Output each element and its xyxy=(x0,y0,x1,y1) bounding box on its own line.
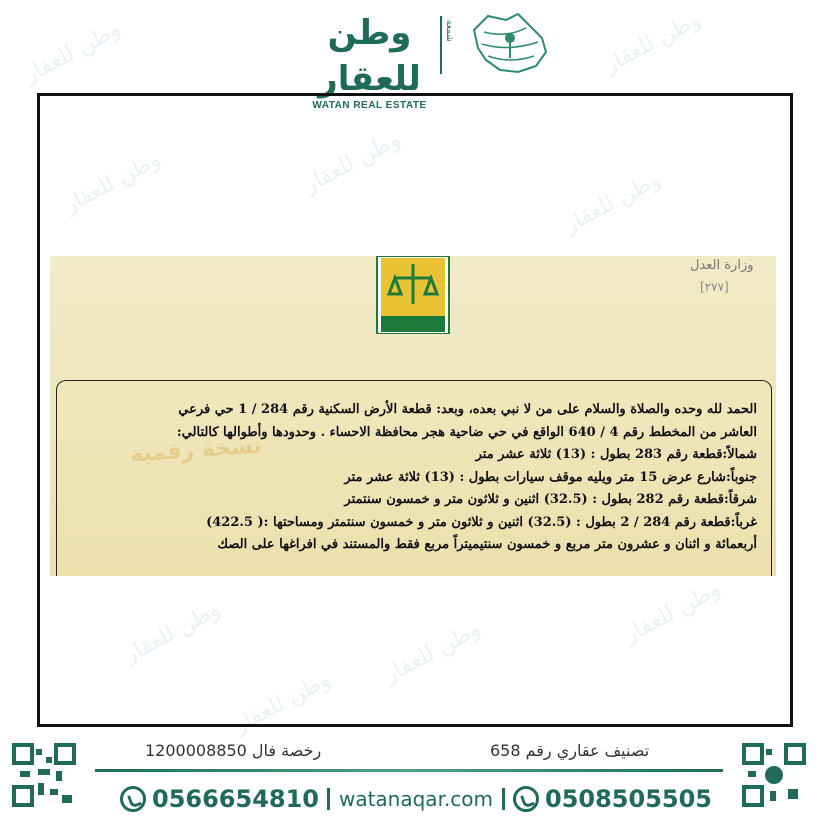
footer-divider xyxy=(95,769,723,772)
whatsapp-contact-right[interactable] xyxy=(513,785,712,813)
phone-number[interactable]: 0508505505 xyxy=(545,785,712,813)
watermark-text: وطن للعقار xyxy=(600,6,705,79)
deed-line: شمالاً:قطعة رقم 283 بطول : (13) ثلاثة عشر متر xyxy=(475,447,757,462)
deed-textbox xyxy=(56,380,772,576)
watermark-text: وطن للعقار xyxy=(230,666,335,739)
whatsapp-icon xyxy=(513,786,539,812)
logo-divider xyxy=(440,16,462,74)
brand-logo[interactable] xyxy=(282,10,457,111)
whatsapp-icon xyxy=(120,786,146,812)
watermark-text: وطن للعقار xyxy=(60,146,165,219)
phone-number[interactable]: 0566654810 xyxy=(152,785,319,813)
watermark-text: وطن للعقار xyxy=(300,126,405,199)
contact-bar xyxy=(120,780,712,818)
deed-line: العاشر من المخطط رقم 4 / 640 الواقع في حي ضاحية هجر محافظة الاحساء . وحدودها وأطوالها كالتالي: xyxy=(176,424,757,440)
website-link[interactable]: watanaqar.com xyxy=(338,787,494,811)
deed-body xyxy=(67,399,757,557)
qr-code-icon[interactable] xyxy=(742,743,806,807)
watermark-text: وطن للعقار xyxy=(20,16,125,89)
classification-text: تصنيف عقاري رقم 658 xyxy=(490,741,650,760)
stamp-text: نسخة رقمية xyxy=(129,433,263,468)
saudi-map-icon xyxy=(466,8,550,78)
document-number: [٢٧٧] xyxy=(700,280,729,294)
deed-line: الحمد لله وحده والصلاة والسلام على من لا نبي بعده، وبعد: قطعة الأرض السكنية رقم 284 / 1 حي فرعي xyxy=(178,402,757,417)
header xyxy=(0,0,818,111)
watermark-text: وطن للعقار xyxy=(560,166,665,239)
separator xyxy=(502,788,505,810)
deed-line: شرقاً:قطعة رقم 282 بطول : (32.5) اثنين و ثلاثون متر و خمسون سنتمتر xyxy=(344,492,757,507)
deed-line: أربعمائة و اثنان و عشرون متر مربع و خمسون سنتيميتراً مربع فقط والمستند في افراغها على الصك xyxy=(217,537,757,552)
watermark-text: وطن للعقار xyxy=(380,616,485,689)
watermark-text: وطن للعقار xyxy=(120,596,225,669)
deed-line: جنوباً:شارع عرض 15 متر ويليه موقف سيارات بطول : (13) ثلاثة عشر متر xyxy=(344,469,757,485)
logo-vertical-text: شمعة xyxy=(444,20,454,42)
license-text: رخصة فال 1200008850 xyxy=(145,741,322,760)
logo-english: WATAN REAL ESTATE xyxy=(312,100,427,111)
qr-code-icon[interactable] xyxy=(12,743,76,807)
ministry-name: وزارة العدل xyxy=(690,258,754,273)
logo-arabic: وطن للعقار xyxy=(318,13,421,99)
whatsapp-contact-left[interactable] xyxy=(120,785,319,813)
deed-scan xyxy=(50,256,776,576)
ministry-emblem-icon xyxy=(375,256,451,334)
separator xyxy=(327,788,330,810)
deed-line: غرباً:قطعة رقم 284 / 2 بطول : (32.5) اثنين و ثلاثون متر و خمسون سنتمتر ومساحتها :( 422.5) xyxy=(206,514,757,530)
watermark-text: وطن للعقار xyxy=(620,576,725,649)
